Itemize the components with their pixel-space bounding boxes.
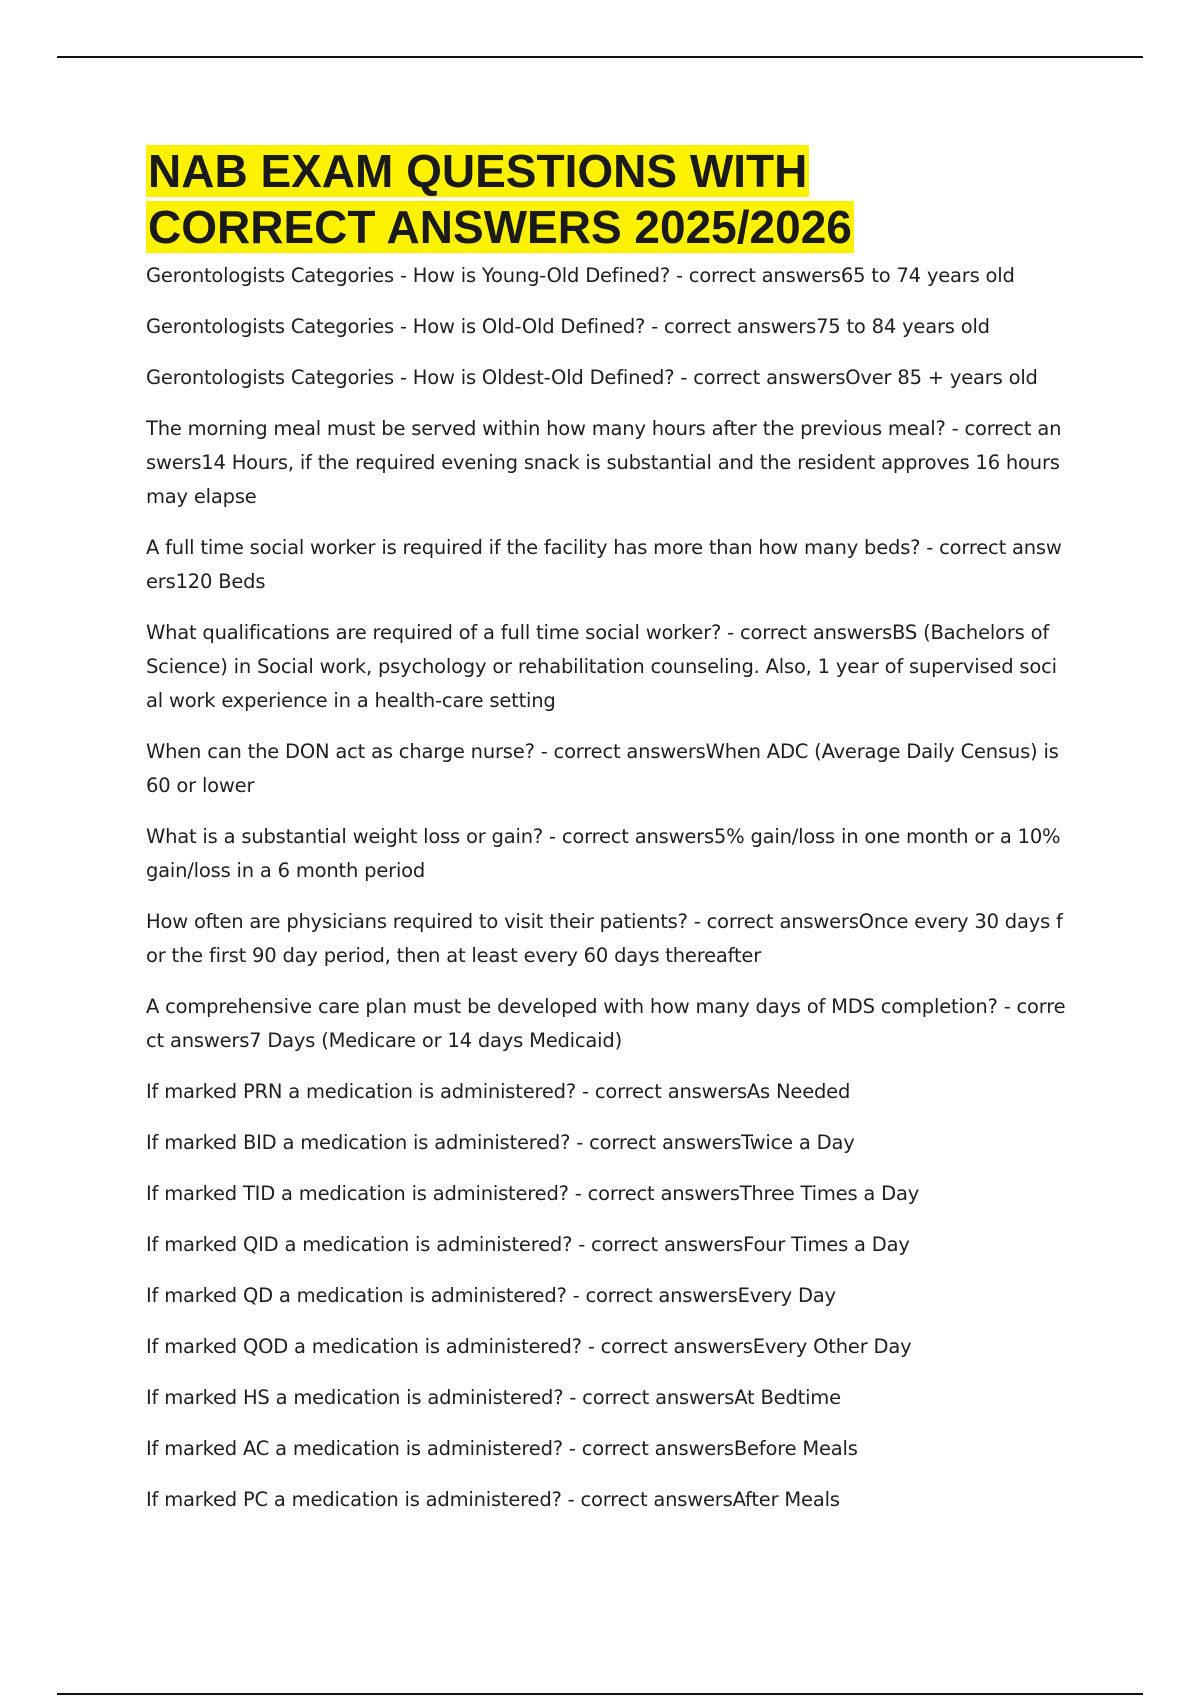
qa-entry: How often are physicians required to visit their patients? - correct answersOnce every 30 days for the first 90 day period, then at least every 60 days thereafter <box>146 910 1063 967</box>
qa-entry: Gerontologists Categories - How is Oldest-Old Defined? - correct answersOver 85 + years old <box>146 366 1038 389</box>
qa-entry: If marked QID a medication is administered? - correct answersFour Times a Day <box>146 1233 910 1256</box>
qa-entry: If marked QD a medication is administered? - correct answersEvery Day <box>146 1284 836 1307</box>
qa-entry: If marked PC a medication is administered? - correct answersAfter Meals <box>146 1488 840 1511</box>
qa-entry: When can the DON act as charge nurse? - correct answersWhen ADC (Average Daily Census) is 60 or lower <box>146 740 1059 797</box>
qa-entry: Gerontologists Categories - How is Old-Old Defined? - correct answers75 to 84 years old <box>146 315 990 338</box>
document-body <box>146 143 1066 1534</box>
qa-entry: If marked QOD a medication is administered? - correct answersEvery Other Day <box>146 1335 912 1358</box>
qa-entry: If marked AC a medication is administered? - correct answersBefore Meals <box>146 1437 858 1460</box>
bottom-rule <box>57 1693 1143 1695</box>
qa-entry: If marked TID a medication is administered? - correct answersThree Times a Day <box>146 1182 920 1205</box>
title-line-2: CORRECT ANSWERS 2025/2026 <box>148 201 852 253</box>
title-line-1: NAB EXAM QUESTIONS WITH <box>148 145 808 197</box>
qa-entry: If marked BID a medication is administered? - correct answersTwice a Day <box>146 1131 855 1154</box>
qa-entry: A full time social worker is required if the facility has more than how many beds? - correct answers120 Beds <box>146 536 1062 593</box>
qa-entry: A comprehensive care plan must be developed with how many days of MDS completion? - correct answers7 Days (Medicare or 14 days Medicaid) <box>146 995 1066 1052</box>
qa-entry: Gerontologists Categories - How is Young-Old Defined? - correct answers65 to 74 years old <box>146 264 1015 287</box>
qa-entry: If marked PRN a medication is administered? - correct answersAs Needed <box>146 1080 851 1103</box>
qa-entry: The morning meal must be served within how many hours after the previous meal? - correct answers14 Hours, if the required evening snack is substantial and the resident approves 16 hours may elapse <box>146 417 1062 508</box>
document-title <box>146 143 1066 255</box>
qa-entry: What is a substantial weight loss or gain? - correct answers5% gain/loss in one month or a 10% gain/loss in a 6 month period <box>146 825 1061 882</box>
top-rule <box>57 56 1143 58</box>
qa-entry: If marked HS a medication is administered? - correct answersAt Bedtime <box>146 1386 841 1409</box>
qa-entry: What qualifications are required of a full time social worker? - correct answersBS (Bachelors of Science) in Social work, psychology or rehabilitation counseling. Also, 1 year of supervised social work experience in a health-care setting <box>146 621 1057 712</box>
